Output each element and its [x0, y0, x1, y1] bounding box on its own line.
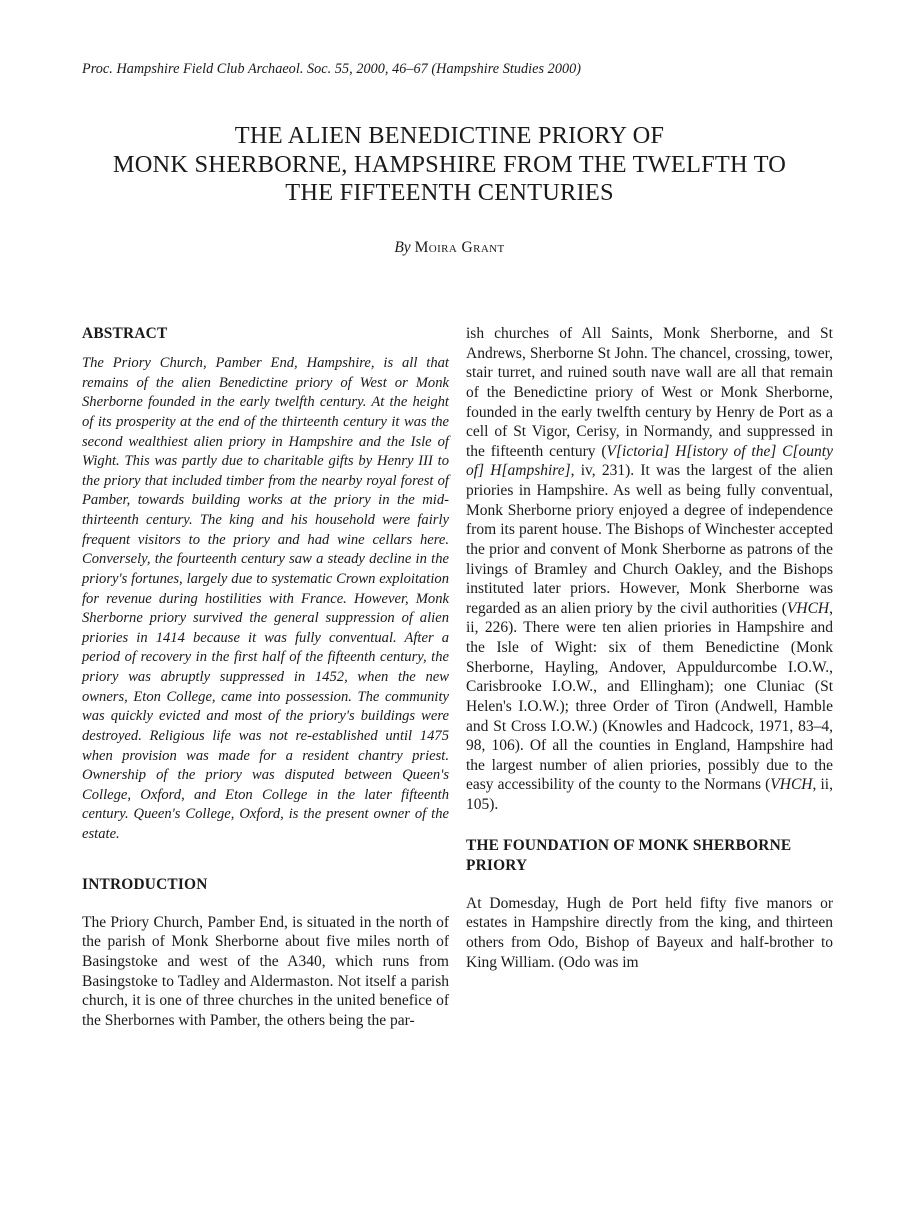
vch-reference: V[ictoria] H[istory of the] C[ounty of] H[ampshire]: [466, 442, 833, 480]
vch-reference: VHCH: [786, 599, 830, 617]
author-name: Moira Grant: [414, 239, 505, 256]
left-column: [82, 324, 449, 1030]
running-head: Proc. Hampshire Field Club Archaeol. Soc. 55, 2000, 46–67 (Hampshire Studies 2000): [82, 61, 582, 77]
right-column: [466, 324, 833, 972]
introduction-continued: [466, 324, 833, 815]
byline-prefix: By: [394, 239, 411, 256]
intro-text-segment: , iv, 231). It was the largest of the alien priories in Hampshire. As well as being fully conventual, Monk Sherborne priory enjoyed a degree of independence from its parent house. The Bishops of Winchester accepted the prior and convent of Monk Sherborne as patrons of the livings of Bramley and Church Oakley, and the Bishops instituted later priors. However, Monk Sherborne was regarded as an alien priory by the civil authorities (: [466, 462, 834, 617]
intro-text-segment: ish churches of All Saints, Monk Sherborne, and St Andrews, Sherborne St John. The chancel, crossing, tower, stair turret, and ruined south nave wall are all that remain of the Benedictine priory of West or Monk Sherborne, founded in the early twelfth century by Henry de Port as a cell of St Vigor, Cerisy, in Normandy, and suppressed in the fifteenth century (: [466, 325, 833, 460]
foundation-paragraph: At Domesday, Hugh de Port held fifty five manors or estates in Hampshire directly from the king, and thirteen others from Odo, Bishop of Bayeux and half-brother to King William. (Odo was im: [466, 894, 833, 971]
abstract-heading: ABSTRACT: [82, 325, 168, 342]
abstract-text: The Priory Church, Pamber End, Hampshire, is all that remains of the alien Benedictine priory of West or Monk Sherborne founded in the early twelfth century. At the height of its prosperity at the end of the thirteenth century it was the second wealthiest alien priory in Hampshire and the Isle of Wight. This was partly due to charitable gifts by Henry III to the priory that included timber from the nearby royal forest of Pamber, towards building works at the priory in the mid-thirteenth century. The king and his household were fairly frequent visitors to the priory and had wine cellars here. Conversely, the fourteenth century saw a steady decline in the priory's fortunes, largely due to systematic Crown exploitation for revenue during hostilities with France. However, Monk Sherborne priory survived the general suppression of alien priories in 1414 because it was fully conventual. After a period of recovery in the first half of the fifteenth century, the priory was abruptly suppressed in 1452, when the new owners, Eton College, came into possession. The community was quickly evicted and most of the priory's buildings were destroyed. Religious life was not re-established until 1475 when provision was made for a resident chantry priest. Ownership of the priory was disputed between Queen's College, Oxford, and Eton College in the later fifteenth century. Queen's College, Oxford, is the present owner of the estate.: [82, 355, 449, 842]
foundation-heading: THE FOUNDATION OF MONK SHERBORNE PRIORY: [466, 836, 792, 874]
intro-text-segment: , ii, 105).: [466, 776, 833, 813]
introduction-heading: INTRODUCTION: [82, 875, 208, 893]
introduction-paragraph: The Priory Church, Pamber End, is situated in the north of the parish of Monk Sherborne about five miles north of Basingstoke and west of the A340, which runs from Basingstoke to Tadley and Aldermaston. Not itself a parish church, it is one of three churches in the united benefice of the Sherbornes with Pamber, the others being the par-: [82, 913, 449, 1029]
byline: [60, 239, 839, 257]
intro-text-segment: , ii, 226). There were ten alien priories in Hampshire and the Isle of Wight: six of them Benedictine (Monk Sherborne, Hayling, Andover, Appuldurcombe I.O.W., Carisbrooke I.O.W., and Ellingham); one Cluniac (St Helen's I.O.W.); three Order of Tiron (Andwell, Hamble and St Cross I.O.W.) (Knowles and Hadcock, 1971, 83–4, 98, 106). Of all the counties in England, Hampshire had the largest number of alien priories, possibly due to the easy accessibility of the county to the Normans (: [466, 599, 833, 794]
title-line: MONK SHERBORNE, HAMPSHIRE FROM THE TWELFTH TO: [112, 150, 787, 178]
article-title: [60, 122, 839, 208]
title-line: THE FIFTEENTH CENTURIES: [285, 179, 614, 206]
vch-reference: VHCH: [770, 776, 813, 794]
title-line: THE ALIEN BENEDICTINE PRIORY OF: [234, 122, 665, 149]
